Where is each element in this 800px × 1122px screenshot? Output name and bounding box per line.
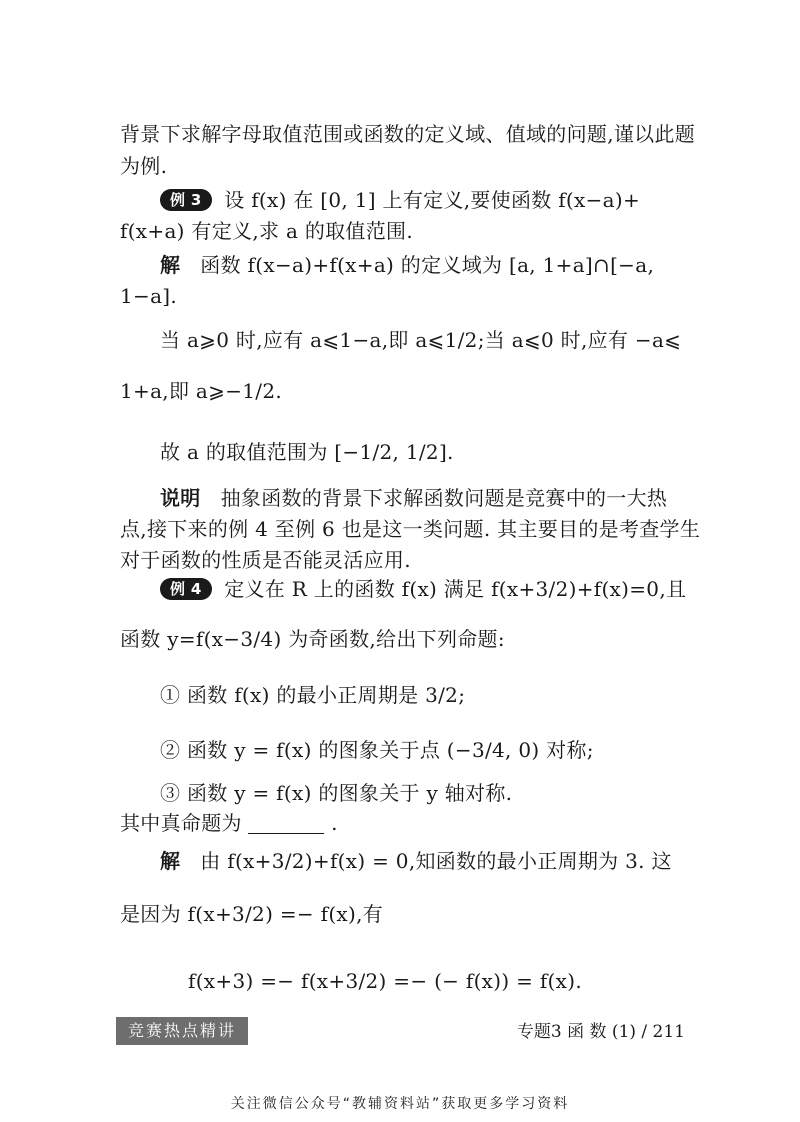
line-text: ① 函数 f(x) 的最小正周期是 3/2;	[160, 683, 466, 707]
paragraph-line	[120, 545, 695, 575]
line-text: 其中真命题为	[120, 811, 242, 835]
line-text: f(x+a) 有定义,求 a 的取值范围.	[120, 219, 413, 243]
line-text: ② 函数 y = f(x) 的图象关于点 (−3/4, 0) 对称;	[160, 738, 594, 762]
proposition-2	[160, 735, 695, 765]
line-text: 定义在 R 上的函数 f(x) 满足 f(x+3/2)+f(x)=0,且	[224, 577, 687, 601]
example-4-line	[160, 574, 695, 604]
line-text: 函数 y=f(x−3/4) 为奇函数,给出下列命题:	[120, 627, 505, 651]
proposition-1	[160, 680, 695, 710]
paragraph-line	[120, 216, 695, 246]
proposition-3	[160, 778, 695, 808]
paragraph-line	[120, 514, 701, 544]
line-text: 抽象函数的背景下求解函数问题是竞赛中的一大热	[220, 486, 668, 510]
line-text: 是因为 f(x+3/2) =− f(x),有	[120, 902, 384, 926]
paragraph-line	[160, 325, 695, 355]
note-label: 说明	[160, 486, 201, 510]
paragraph-line	[120, 624, 695, 654]
line-text: 当 a⩾0 时,应有 a⩽1−a,即 a⩽1/2;当 a⩽0 时,应有 −a⩽	[160, 328, 682, 352]
paragraph-line	[120, 376, 695, 406]
line-text: 由 f(x+3/2)+f(x) = 0,知函数的最小正周期为 3. 这	[200, 849, 672, 873]
example-4-badge: 例 4	[160, 578, 212, 600]
solution-line	[160, 250, 695, 280]
line-text: 点,接下来的例 4 至例 6 也是这一类问题. 其主要目的是考查学生	[120, 517, 701, 541]
line-text: 故 a 的取值范围为 [−1/2, 1/2].	[160, 440, 454, 464]
line-text: f(x+3) =− f(x+3/2) =− (− f(x)) = f(x).	[188, 969, 582, 993]
solution-label: 解	[160, 253, 181, 277]
solution-label: 解	[160, 849, 181, 873]
paragraph-line	[120, 899, 695, 929]
page-footer: 专题3 函 数 (1) / 211	[516, 1022, 685, 1042]
paragraph-line	[120, 281, 695, 311]
line-text: 函数 f(x−a)+f(x+a) 的定义域为 [a, 1+a]∩[−a,	[200, 253, 655, 277]
line-text: 背景下求解字母取值范围或函数的定义域、值域的问题,谨以此题	[120, 122, 696, 146]
solution-line	[160, 846, 695, 876]
line-text: ③ 函数 y = f(x) 的图象关于 y 轴对称.	[160, 781, 513, 805]
line-text: 设 f(x) 在 [0, 1] 上有定义,要使函数 f(x−a)+	[224, 188, 641, 212]
example-3-badge: 例 3	[160, 189, 212, 211]
line-tail: .	[331, 811, 338, 835]
paragraph-line	[160, 437, 695, 467]
line-text: 对于函数的性质是否能灵活应用.	[120, 548, 411, 572]
paragraph-line	[120, 119, 695, 149]
display-equation	[188, 966, 688, 996]
line-text: 1−a].	[120, 284, 178, 308]
note-line	[160, 483, 695, 513]
promo-text: 关注微信公众号“教辅资料站”获取更多学习资料	[230, 1096, 570, 1112]
line-text: 1+a,即 a⩾−1/2.	[120, 379, 283, 403]
paragraph-line	[120, 151, 695, 181]
example-3-line	[160, 185, 695, 215]
line-text: 为例.	[120, 154, 168, 178]
answer-blank	[248, 811, 324, 834]
question-line	[120, 808, 695, 838]
section-tag: 竞赛热点精讲	[116, 1017, 248, 1045]
